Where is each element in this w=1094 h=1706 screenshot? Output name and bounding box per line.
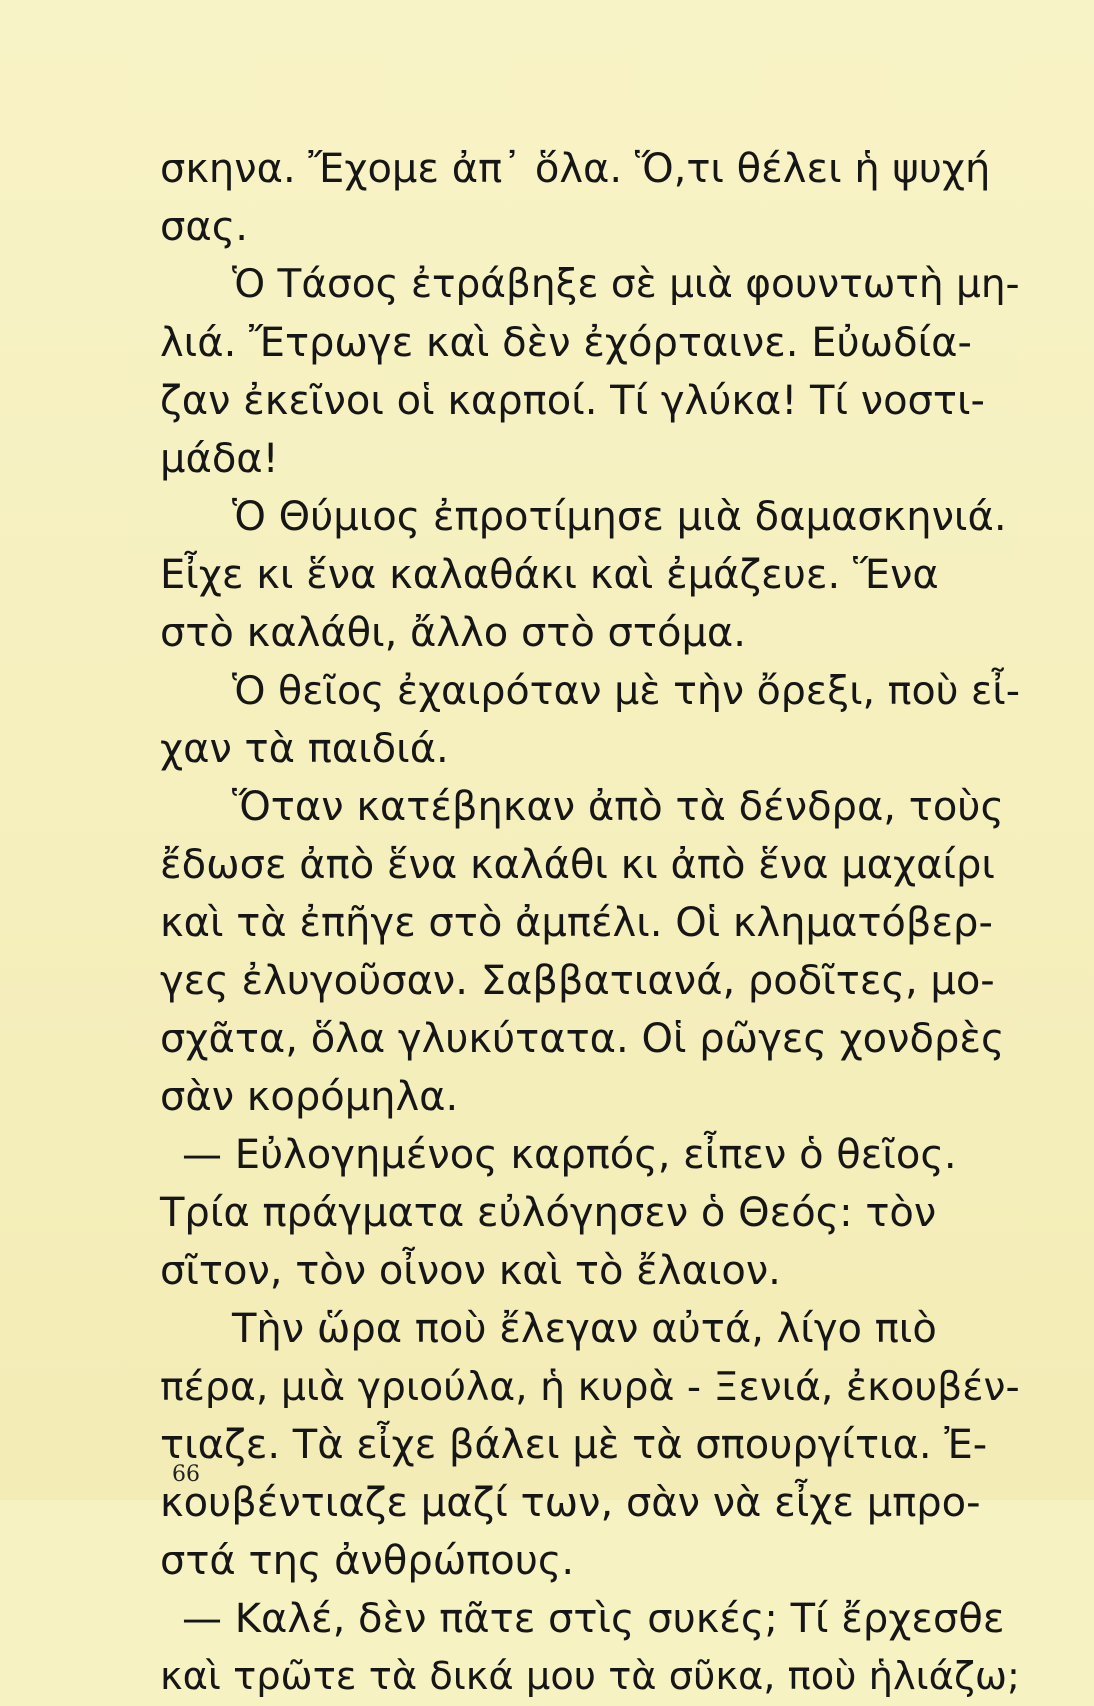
text-line: — Καλέ, δὲν πᾶτε στὶς συκές; Τί ἔρχεσθε xyxy=(182,1596,1005,1642)
text-line: λιά. Ἔτρωγε καὶ δὲν ἐχόρταινε. Εὐωδία- xyxy=(160,320,972,366)
text-line: Τὴν ὥρα ποὺ ἔλεγαν αὐτά, λίγο πιὸ xyxy=(232,1306,937,1352)
body-text xyxy=(160,140,1020,1706)
text-line: στά της ἀνθρώπους. xyxy=(160,1538,575,1584)
text-line: ἔδωσε ἀπὸ ἕνα καλάθι κι ἀπὸ ἕνα μαχαίρι xyxy=(160,842,995,888)
text-line: μάδα! xyxy=(160,436,279,482)
text-line: τιαζε. Τὰ εἶχε βάλει μὲ τὰ σπουργίτια. Ἐ- xyxy=(160,1422,988,1468)
text-line: κουβέντιαζε μαζί των, σὰν νὰ εἶχε μπρο- xyxy=(160,1480,981,1526)
text-line: γες ἐλυγοῦσαν. Σαββατιανά, ροδῖτες, μο- xyxy=(160,958,995,1004)
text-line: καὶ τὰ ἐπῆγε στὸ ἀμπέλι. Οἱ κληματόβερ- xyxy=(160,900,993,946)
text-line: σχᾶτα, ὅλα γλυκύτατα. Οἱ ρῶγες χονδρὲς xyxy=(160,1016,1005,1062)
text-line: χαν τὰ παιδιά. xyxy=(160,726,449,772)
text-line: σκηνα. Ἔχομε ἀπ᾿ ὅλα. Ὅ,τι θέλει ἡ ψυχή xyxy=(160,146,991,192)
text-line: Ὁ Τάσος ἐτράβηξε σὲ μιὰ φουντωτὴ μη- xyxy=(232,262,1020,307)
text-line: πέρα, μιὰ γριούλα, ἡ κυρὰ - Ξενιά, ἐκουβέν- xyxy=(160,1364,1020,1410)
text-line: — Εὐλογημένος καρπός, εἶπεν ὁ θεῖος. xyxy=(182,1132,957,1178)
text-line: σῖτον, τὸν οἶνον καὶ τὸ ἔλαιον. xyxy=(160,1248,781,1294)
text-line: Εἶχε κι ἕνα καλαθάκι καὶ ἐμάζευε. Ἕνα xyxy=(160,552,939,598)
text-line: σας. xyxy=(160,204,248,250)
text-line: ζαν ἐκεῖνοι οἱ καρποί. Τί γλύκα! Τί νοστι- xyxy=(160,378,985,424)
text-line: στὸ καλάθι, ἄλλο στὸ στόμα. xyxy=(160,610,746,656)
text-line: Ὅταν κατέβηκαν ἀπὸ τὰ δένδρα, τοὺς xyxy=(232,784,1004,830)
text-line: Τρία πράγματα εὐλόγησεν ὁ Θεός: τὸν xyxy=(160,1190,937,1236)
text-line: σὰν κορόμηλα. xyxy=(160,1074,459,1120)
page-number: 66 xyxy=(172,1462,200,1487)
text-line: καὶ τρῶτε τὰ δικά μου τὰ σῦκα, ποὺ ἡλιάζω; xyxy=(160,1654,1020,1699)
text-line: Ὁ θεῖος ἐχαιρόταν μὲ τὴν ὄρεξι, ποὺ εἶ- xyxy=(232,668,1020,714)
text-line: Ὁ Θύμιος ἐπροτίμησε μιὰ δαμασκηνιά. xyxy=(232,494,1007,540)
